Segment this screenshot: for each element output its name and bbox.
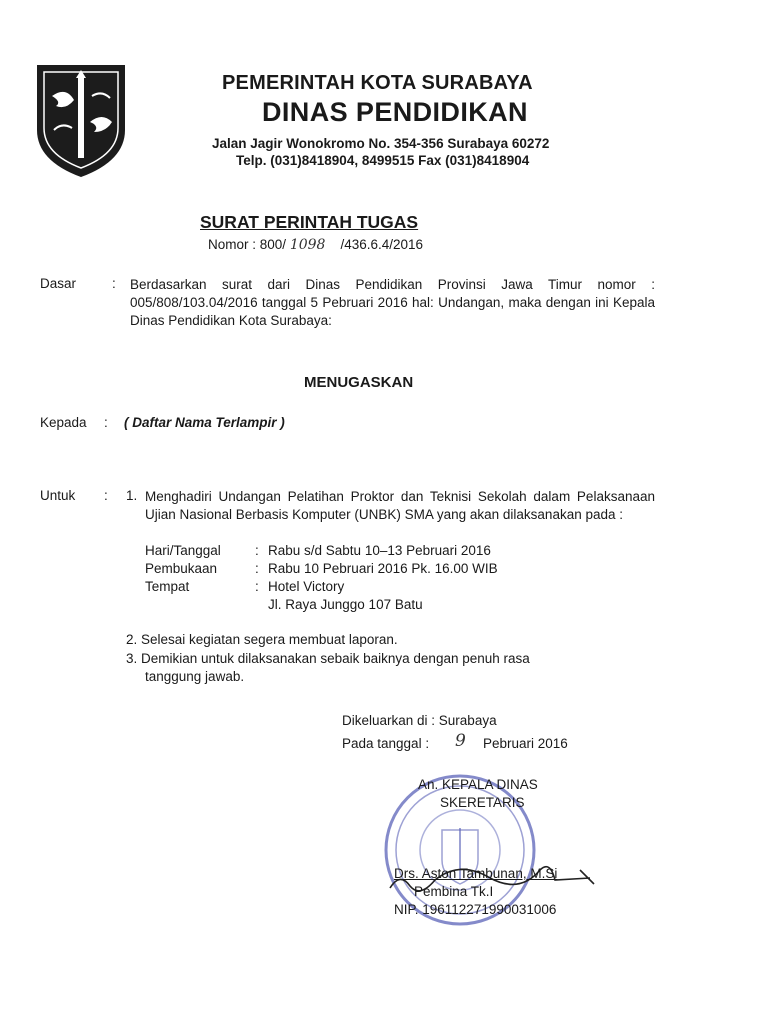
untuk-item2: 2. Selesai kegiatan segera membuat laporan. bbox=[126, 632, 398, 647]
detail-colon-pembukaan: : bbox=[255, 561, 259, 576]
document-number-handwritten: 1098 bbox=[289, 237, 326, 253]
signatory-role-2: SKERETARIS bbox=[440, 795, 525, 810]
issued-date-rest: Pebruari 2016 bbox=[483, 736, 568, 751]
issued-date-label: Pada tanggal : bbox=[342, 736, 430, 751]
detail-key-tempat: Tempat bbox=[145, 579, 190, 594]
issued-place: Dikeluarkan di : Surabaya bbox=[342, 713, 497, 728]
dasar-colon: : bbox=[112, 276, 116, 291]
letterhead-phone: Telp. (031)8418904, 8499515 Fax (031)8418904 bbox=[236, 153, 530, 168]
signatory-nip: NIP. 196112271990031006 bbox=[394, 902, 557, 917]
document-number-suffix: /436.6.4/2016 bbox=[340, 237, 424, 252]
issued-date-handwritten: 9 bbox=[455, 731, 466, 751]
detail-value-tempat: Hotel Victory bbox=[268, 579, 345, 594]
detail-key-hari: Hari/Tanggal bbox=[145, 543, 221, 558]
document-title: SURAT PERINTAH TUGAS bbox=[200, 212, 419, 232]
detail-colon-hari: : bbox=[255, 543, 259, 558]
untuk-item1-text: Menghadiri Undangan Pelatihan Proktor dan Teknisi Sekolah dalam Pelaksanaan Ujian Nasional Berbasis Komputer (UNBK) SMA yang akan dilaksanakan pada : bbox=[145, 489, 655, 522]
kepada-value: ( Daftar Nama Terlampir ) bbox=[124, 415, 285, 430]
surabaya-emblem-logo bbox=[32, 60, 130, 180]
kepada-colon: : bbox=[104, 415, 108, 430]
detail-value-pembukaan: Rabu 10 Pebruari 2016 Pk. 16.00 WIB bbox=[268, 561, 498, 576]
detail-colon-tempat: : bbox=[255, 579, 259, 594]
letterhead-department: DINAS PENDIDIKAN bbox=[262, 97, 528, 127]
detail-value-hari: Rabu s/d Sabtu 10–13 Pebruari 2016 bbox=[268, 543, 491, 558]
kepada-label: Kepada bbox=[40, 415, 87, 430]
signatory-role-1: An. KEPALA DINAS bbox=[418, 777, 538, 792]
letterhead-government: PEMERINTAH KOTA SURABAYA bbox=[222, 72, 533, 94]
untuk-label: Untuk bbox=[40, 488, 76, 503]
signatory-rank: Pembina Tk.I bbox=[414, 884, 494, 899]
dasar-label: Dasar bbox=[40, 276, 77, 291]
letterhead-address: Jalan Jagir Wonokromo No. 354-356 Surabaya 60272 bbox=[212, 136, 550, 151]
document-number-prefix: Nomor : 800/ bbox=[208, 237, 287, 252]
signatory-name: Drs. Aston Tambunan, M.Si bbox=[394, 866, 558, 881]
untuk-colon: : bbox=[104, 488, 108, 503]
untuk-item3-line1: 3. Demikian untuk dilaksanakan sebaik baiknya dengan penuh rasa bbox=[126, 651, 530, 666]
menugaskan-heading: MENUGASKAN bbox=[304, 374, 414, 391]
detail-value-address: Jl. Raya Junggo 107 Batu bbox=[268, 597, 423, 612]
untuk-item3-line2: tanggung jawab. bbox=[145, 669, 245, 684]
document-number bbox=[208, 237, 423, 253]
detail-key-pembukaan: Pembukaan bbox=[145, 561, 218, 576]
dasar-text: Berdasarkan surat dari Dinas Pendidikan Provinsi Jawa Timur nomor : 005/808/103.04/2016 tanggal 5 Pebruari 2016 hal: Undangan, maka dengan ini Kepala Dinas Pendidikan Kota Surabaya: bbox=[130, 277, 655, 328]
untuk-item1-number: 1. bbox=[126, 488, 138, 503]
